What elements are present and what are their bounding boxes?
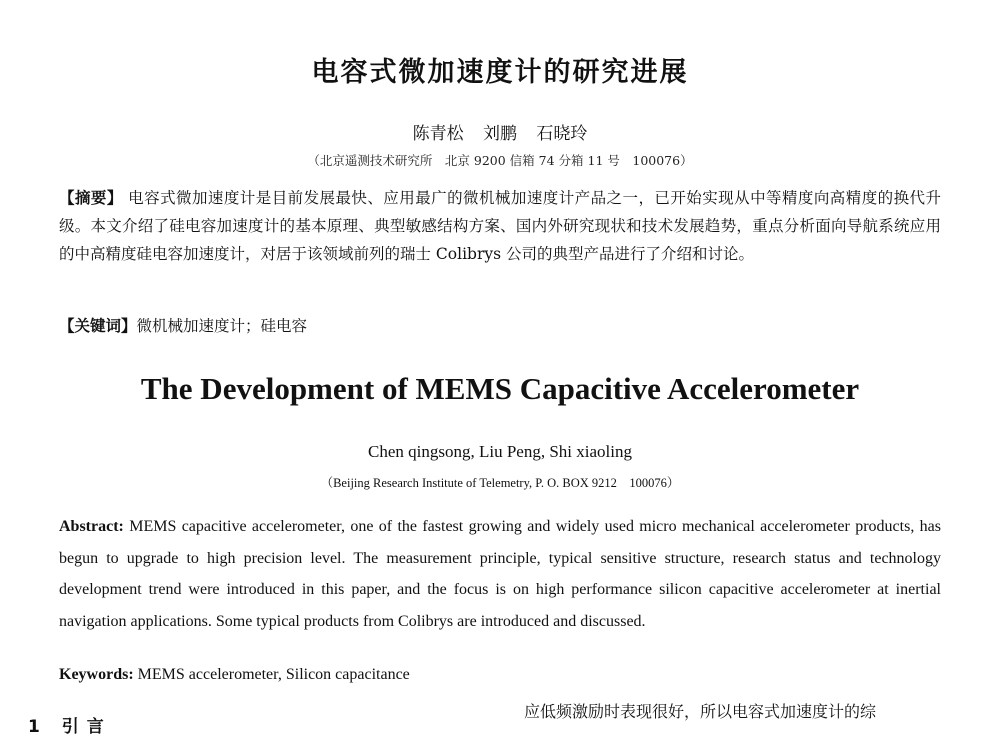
cn-abstract	[59, 184, 941, 268]
en-keywords	[59, 661, 941, 689]
cn-affiliation: （北京遥测技术研究所 北京 9200 信箱 74 分箱 11 号 100076）	[307, 153, 693, 168]
en-affiliation: （Beijing Research Institute of Telemetry, P. O. BOX 9212 100076）	[320, 476, 680, 490]
en-keywords-text: MEMS accelerometer, Silicon capacitance	[133, 666, 410, 683]
cn-keywords-label: 【关键词】	[59, 317, 137, 335]
en-authors: Chen qingsong, Liu Peng, Shi xiaoling	[368, 442, 632, 461]
cn-keywords-text: 微机械加速度计；硅电容	[136, 317, 308, 335]
cn-abstract-text: 电容式微加速度计是目前发展最快、应用最广的微机械加速度计产品之一，已开始实现从中等精度向高精度的换代升级。本文介绍了硅电容加速度计的基本原理、典型敏感结构方案、国内外研究现状和技术发展趋势，重点分析面向导航系统应用的中高精度硅电容加速度计，对居于该领域前列的瑞士 Colibrys 公司的典型产品进行了介绍和讨论。	[59, 189, 941, 263]
cn-keywords	[59, 312, 941, 340]
en-abstract	[59, 511, 941, 637]
cn-abstract-label: 【摘要】	[59, 189, 123, 207]
en-abstract-text: MEMS capacitive accelerometer, one of the fastest growing and widely used micro mechanical accelerometer products, has begun to upgrade to high precision level. The measurement principle, typical sensitive structure, research status and technology development trend were introduced in this paper, and the focus is on high performance silicon capacitive accelerometer at inertial navigation applications. Some typical products from Colibrys are introduced and discussed.	[59, 518, 941, 630]
section-heading-introduction: 1 引言	[28, 717, 112, 737]
cn-paper-title: 电容式微加速度计的研究进展	[311, 57, 689, 88]
en-paper-title: The Development of MEMS Capacitive Accelerometer	[140, 371, 860, 406]
en-abstract-label: Abstract:	[59, 518, 124, 535]
cn-authors: 陈青松 刘鹏 石晓玲	[412, 124, 588, 144]
body-column-right-text: 应低频激励时表现很好，所以电容式加速度计的综	[524, 702, 877, 721]
en-keywords-label: Keywords:	[59, 666, 134, 683]
